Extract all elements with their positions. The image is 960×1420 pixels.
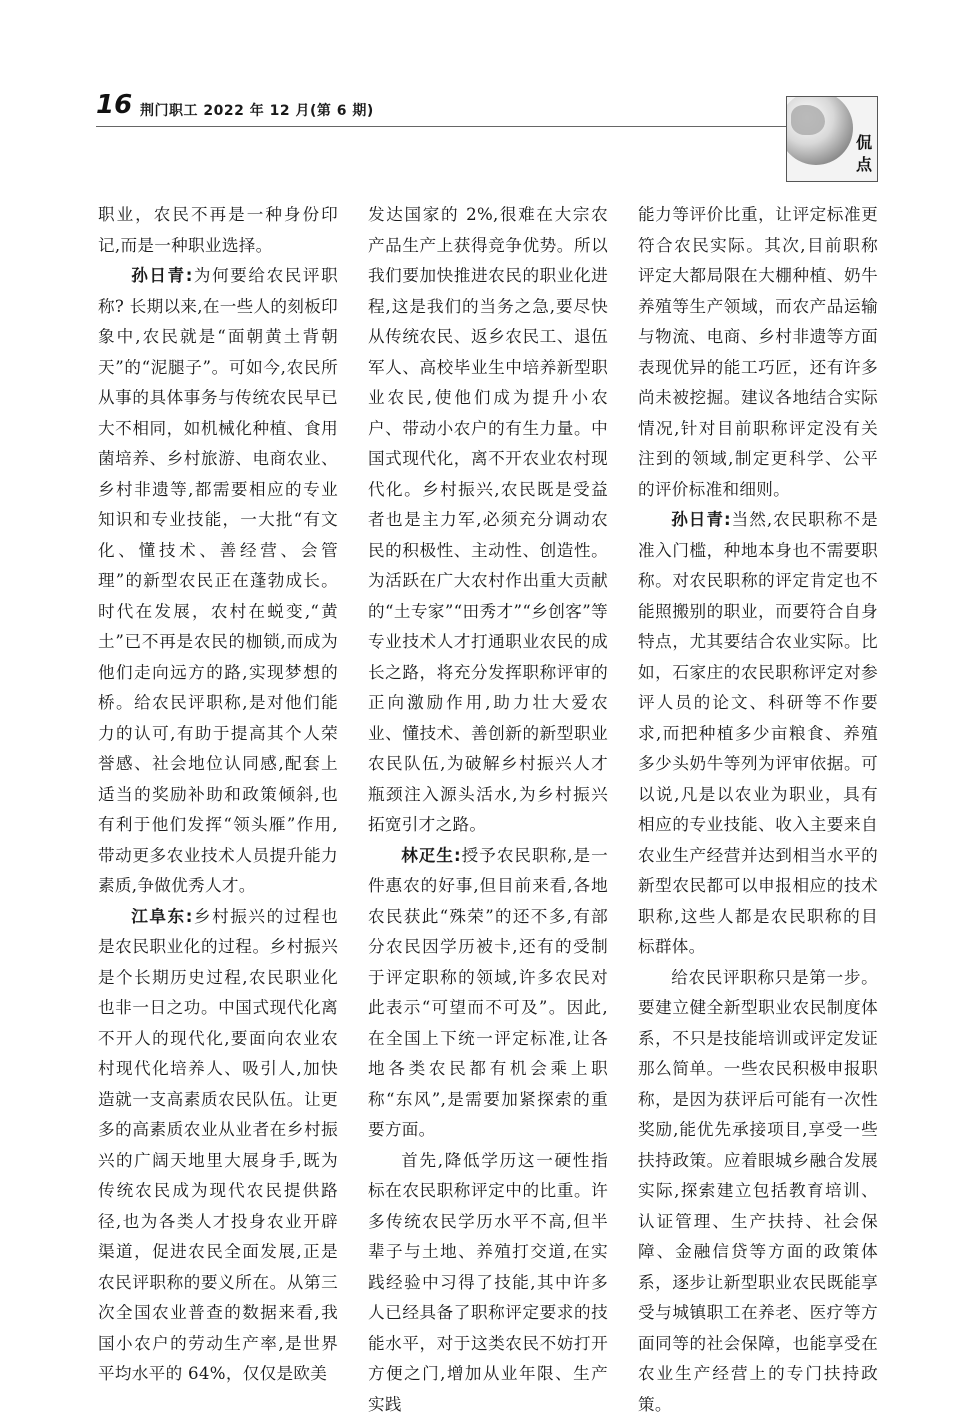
paragraph xyxy=(98,902,338,1390)
paragraph xyxy=(98,261,338,902)
paragraph xyxy=(638,505,878,963)
text-column-1 xyxy=(98,200,338,1390)
page-number: 16 xyxy=(96,90,132,120)
paragraph xyxy=(98,200,338,261)
header-rule xyxy=(96,126,786,127)
paragraph-text: 为何要给农民评职称? 长期以来,在一些人的刻板印象中,农民就是“面朝黄土背朝天”的“泥腿子”。可如今,农民所从事的具体事务与传统农民早已大不相同，如机械化种植、食用菌培养、乡村旅游、电商农业、乡村非遗等,都需要相应的专业知识和专业技能，一大批“有文化、懂技术、善经营、会管理”的新型农民正在蓬勃成长。时代在发展，农村在蜕变,“黄土”已不再是农民的枷锁,而成为他们走向远方的路,实现梦想的桥。给农民评职称,是对他们能力的认可,有助于提高其个人荣誉感、社会地位认同感,配套上适当的奖励补助和政策倾斜,也有利于他们发挥“领头雁”作用,带动更多农业技术人员提升能力素质,争做优秀人才。 xyxy=(98,266,338,895)
speaker-name: 江阜东: xyxy=(131,907,192,926)
paragraph xyxy=(368,1146,608,1420)
page-header xyxy=(96,88,886,128)
paragraph-text: 职业，农民不再是一种身份印记,而是一种职业选择。 xyxy=(98,205,338,255)
text-column-3 xyxy=(638,200,878,1420)
paragraph-text: 给农民评职称只是第一步。要建立健全新型职业农民制度体系，不只是技能培训或评定发证那么简单。一些农民积极申报职称，是因为获评后可能有一次性奖励,能优先承接项目,享受一些扶持政策。应着眼城乡融合发展实际,探索建立包括教育培训、认证管理、生产扶持、社会保障、金融信贷等方面的政策体系，逐步让新型职业农民既能享受与城镇职工在养老、医疗等方面同等的社会保障，也能享受在农业生产经营上的专门扶持政策。 xyxy=(638,968,878,1414)
paragraph-text: 乡村振兴的过程也是农民职业化的过程。乡村振兴是个长期历史过程,农民职业化也非一日之功。中国式现代化离不开人的现代化,要面向农业农村现代化培养人、吸引人,加快造就一支高素质农民队伍。让更多的高素质农业从业者在乡村振兴的广阔天地里大展身手,既为传统农民成为现代农民提供路径,也为各类人才投身农业开辟渠道，促进农民全面发展,正是农民评职称的要义所在。从第三次全国农业普查的数据来看,我国小农户的劳动生产率,是世界平均水平的 64%，仅仅是欧美 xyxy=(98,907,338,1384)
speaker-name: 林疋生: xyxy=(401,846,461,865)
paragraph-text: 当然,农民职称不是准入门槛，种地本身也不需要职称。对农民职称的评定肯定也不能照搬别的职业，而要符合自身特点，尤其要结合农业实际。比如，石家庄的农民职称评定对参评人员的论文、科研等不作要求,而把种植多少亩粮食、养殖多少头奶牛等列为评审依据。可以说,凡是以农业为职业，具有相应的专业技能、收入主要来自农业生产经营并达到相当水平的新型农民都可以申报相应的技术职称,这些人都是农民职称的目标群体。 xyxy=(638,510,878,956)
paragraph xyxy=(638,963,878,1420)
paragraph xyxy=(368,200,608,841)
paragraph-text: 发达国家的 2%,很难在大宗农产品生产上获得竞争优势。所以我们要加快推进农民的职业化进程,这是我们的当务之急,要尽快从传统农民、返乡农民工、退伍军人、高校毕业生中培养新型职业农民,使他们成为提升小农户、带动小农户的有生力量。中国式现代化，离不开农业农村现代化。乡村振兴,农民既是受益者也是主力军,必须充分调动农民的积极性、主动性、创造性。为活跃在广大农村作出重大贡献的“土专家”“田秀才”“乡创客”等专业技术人才打通职业农民的成长之路，将充分发挥职称评审的正向激励作用,助力壮大爱农业、懂技术、善创新的新型职业农民队伍,为破解乡村振兴人才瓶颈注入源头活水,为乡村振兴拓宽引才之路。 xyxy=(368,205,608,834)
text-column-2 xyxy=(368,200,608,1420)
paragraph xyxy=(638,200,878,505)
publication-line: 荆门职工 2022 年 12 月(第 6 期) xyxy=(140,100,374,120)
paragraph xyxy=(368,841,608,1146)
speaker-name: 孙日青: xyxy=(671,510,731,529)
globe-sphere xyxy=(786,96,853,165)
speaker-name: 孙日青: xyxy=(131,266,192,285)
paragraph-text: 首先,降低学历这一硬性指标在农民职称评定中的比重。许多传统农民学历水平不高,但半辈子与土地、养殖打交道,在实践经验中习得了技能,其中许多人已经具备了职称评定要求的技能水平，对于这类农民不妨打开方便之门,增加从业年限、生产实践 xyxy=(368,1151,608,1414)
paragraph-text: 授予农民职称,是一件惠农的好事,但目前来看,各地农民获此“殊荣”的还不多,有部分农民因学历被卡,还有的受制于评定职称的领域,许多农民对此表示“可望而不可及”。因此,在全国上下统一评定标准,让各地各类农民都有机会乘上职称“东风”,是需要加紧探索的重要方面。 xyxy=(368,846,608,1140)
column-tag: 侃点 xyxy=(852,132,876,180)
paragraph-text: 能力等评价比重，让评定标准更符合农民实际。其次,目前职称评定大都局限在大棚种植、奶牛养殖等生产领域，而农产品运输与物流、电商、乡村非遗等方面表现优异的能工巧匠，还有许多尚未被挖掘。建议各地结合实际情况,针对目前职称评定没有关注到的领域,制定更科学、公平的评价标准和细则。 xyxy=(638,205,878,499)
